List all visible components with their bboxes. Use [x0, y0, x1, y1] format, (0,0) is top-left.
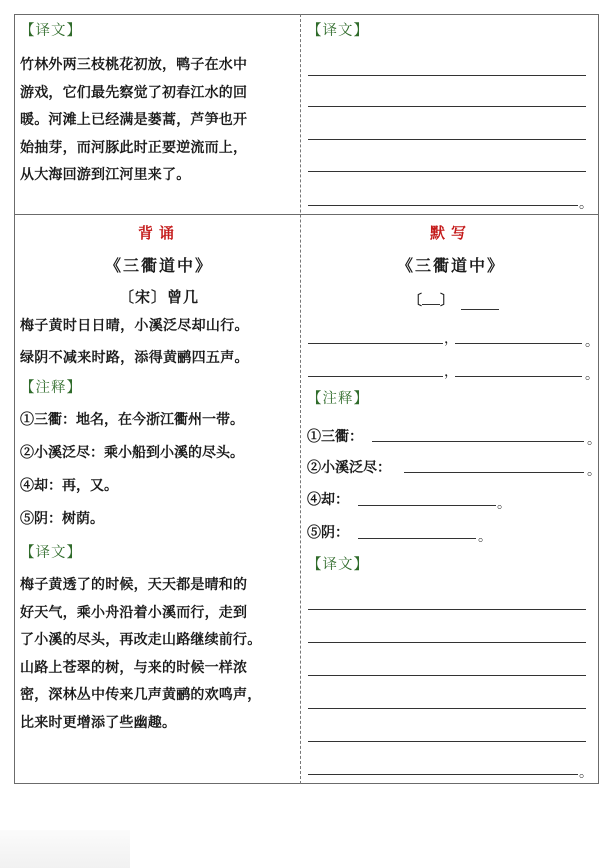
answer-line[interactable]: [308, 741, 586, 742]
poem-author: 〔宋〕曾几: [118, 288, 199, 306]
dictation-poem-title: 《三衢道中》: [396, 256, 505, 275]
poem-blank[interactable]: [308, 376, 443, 377]
author-dynasty-blank[interactable]: [408, 290, 454, 310]
recite-section: [20, 222, 298, 737]
bracket-close: 〕: [440, 293, 454, 309]
translation-line: 暖。河滩上已经满是蒌蒿，芦笋也开: [20, 112, 248, 128]
translation-line: 山路上苍翠的树，与来的时候一样浓: [20, 659, 248, 676]
period: 。: [478, 529, 492, 545]
answer-line[interactable]: [308, 642, 586, 643]
period: 。: [497, 496, 511, 512]
poem-title: 《三衢道中》: [104, 256, 213, 275]
answer-line[interactable]: [308, 171, 586, 172]
author-name-blank[interactable]: [461, 309, 499, 310]
answer-line[interactable]: [308, 139, 586, 140]
translation-line: 竹林外两三枝桃花初放，鸭子在水中: [20, 57, 248, 73]
poem-blank[interactable]: [308, 343, 443, 344]
answer-line[interactable]: [308, 106, 586, 107]
answer-line[interactable]: [308, 205, 578, 206]
top-right-translation: [307, 20, 595, 42]
translation-text: [20, 52, 298, 190]
answer-line[interactable]: [308, 675, 586, 676]
period: 。: [587, 432, 601, 448]
poem-blank[interactable]: [455, 376, 582, 377]
note-item: ①三衢：地名，在今浙江衢州一带。: [20, 412, 244, 428]
poem-blank[interactable]: [455, 343, 582, 344]
translation-tag: 【译文】: [307, 557, 369, 573]
period: 。: [585, 367, 599, 383]
translation-tag: 【译文】: [20, 545, 82, 561]
column-divider: [300, 14, 301, 784]
note-label: ⑤阴：: [307, 525, 349, 541]
translation-line: 比来时更增添了些幽趣。: [20, 714, 177, 731]
translation-line: 了小溪的尽头，再改走山路继续前行。: [20, 632, 262, 648]
note-item: ②小溪泛尽：乘小船到小溪的尽头。: [20, 445, 244, 461]
section-divider: [14, 214, 599, 215]
note-label: ①三衢：: [307, 429, 363, 445]
translation-tag: 【译文】: [307, 23, 369, 39]
dictation-heading: 默写: [429, 224, 472, 242]
translation-line: 好天气，乘小舟沿着小溪而行，走到: [20, 604, 248, 621]
poem-line: 梅子黄时日日晴，小溪泛尽却山行。: [20, 318, 249, 334]
answer-line[interactable]: [308, 609, 586, 610]
dictation-section: [307, 222, 595, 276]
translation-line: 从大海回游到江河里来了。: [20, 167, 191, 183]
translation-line: 梅子黄透了的时候，天天都是晴和的: [20, 577, 248, 593]
note-label: ②小溪泛尽：: [307, 460, 391, 476]
answer-line[interactable]: [308, 774, 578, 775]
note-label: ④却：: [307, 492, 349, 508]
end-period: 。: [579, 196, 593, 212]
note-blank[interactable]: [372, 441, 584, 442]
note-item: ④却：再，又。: [20, 478, 118, 494]
answer-line[interactable]: [308, 75, 586, 76]
translation-text: [20, 572, 298, 737]
note-blank[interactable]: [358, 505, 496, 506]
notes-tag: 【注释】: [20, 380, 82, 396]
translation-line: 游戏，它们最先察觉了初春江水的回: [20, 84, 248, 101]
period: 。: [585, 334, 599, 350]
translation-line: 始抽芽，而河豚此时正要逆流而上，: [20, 139, 248, 156]
end-period: 。: [579, 765, 593, 781]
period: 。: [587, 463, 601, 479]
translation-tag: 【译文】: [20, 23, 82, 39]
scan-shadow: [0, 830, 130, 868]
notes-tag: 【注释】: [307, 391, 369, 407]
translation-line: 密，深林丛中传来几声黄鹂的欢鸣声，: [20, 687, 262, 703]
answer-line[interactable]: [308, 708, 586, 709]
top-left-translation: [20, 20, 298, 190]
note-item: ⑤阴：树荫。: [20, 511, 104, 527]
bracket-open: 〔: [408, 293, 422, 309]
poem-line: 绿阴不减来时路，添得黄鹂四五声。: [20, 350, 249, 366]
comma: ，: [444, 331, 458, 347]
note-blank[interactable]: [404, 472, 584, 473]
recite-heading: 背诵: [137, 224, 180, 242]
note-blank[interactable]: [358, 538, 476, 539]
comma: ，: [444, 364, 458, 380]
